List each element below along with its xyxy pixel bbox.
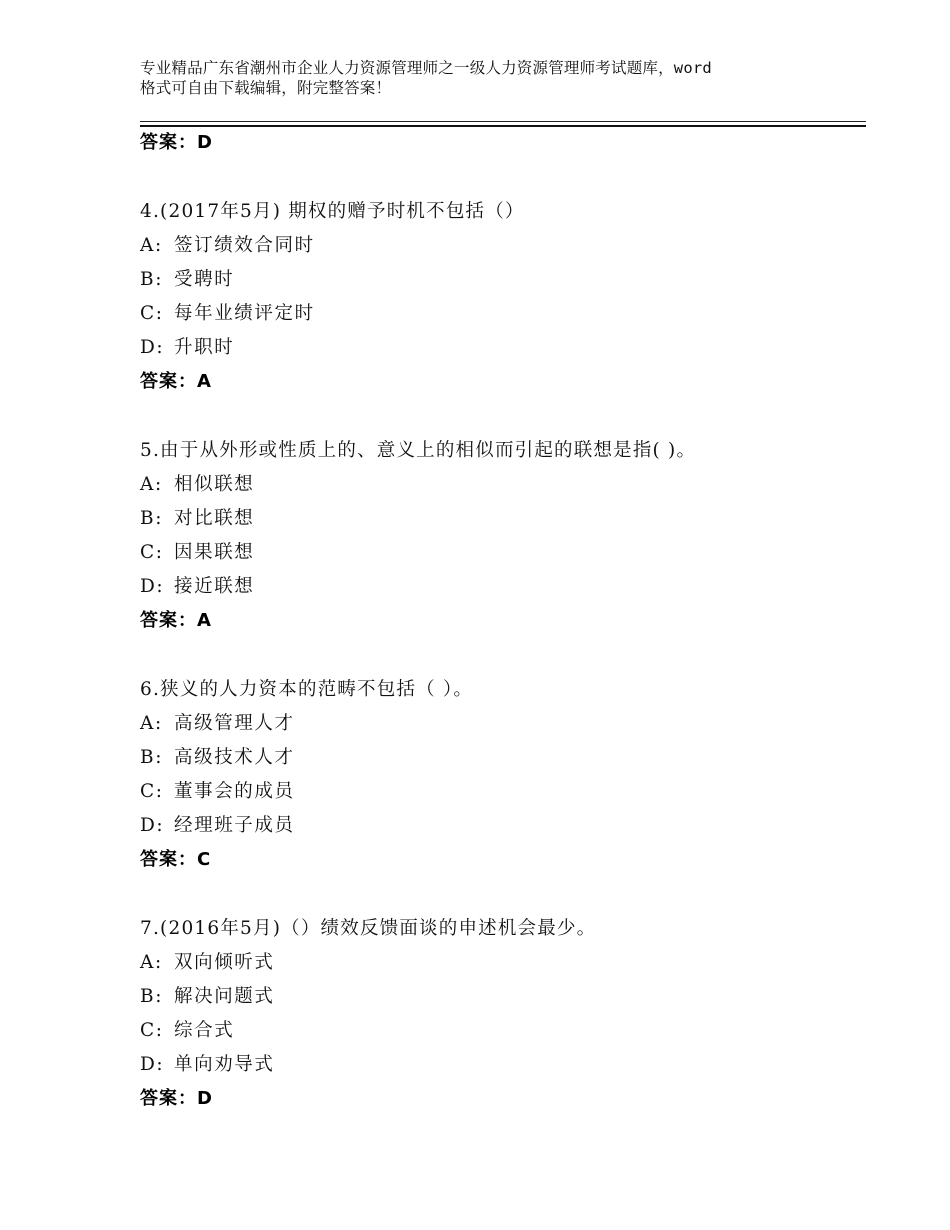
- option-key: A:: [140, 235, 163, 256]
- question-5-option-c: [140, 541, 254, 565]
- option-key: B:: [140, 747, 164, 768]
- question-4-title: 4.(2017年5月) 期权的赠予时机不包括（）: [140, 201, 525, 222]
- option-text: 因果联想: [174, 542, 255, 563]
- question-5-answer: 答案：A: [140, 610, 212, 631]
- option-text: 解决问题式: [174, 986, 275, 1007]
- option-text: 单向劝导式: [174, 1054, 275, 1075]
- option-key: A:: [140, 713, 163, 734]
- question-7-option-a: [140, 951, 275, 975]
- option-text: 升职时: [174, 337, 235, 358]
- answer-prev: 答案：D: [140, 132, 213, 153]
- question-4-option-d: [140, 336, 234, 360]
- option-key: D:: [140, 337, 165, 358]
- question-4-option-c: [140, 302, 315, 326]
- header-divider-thick: [140, 125, 866, 127]
- option-key: B:: [140, 986, 164, 1007]
- header-line-2: 格式可自由下载编辑，附完整答案！: [140, 79, 392, 97]
- question-4-answer: 答案：A: [140, 371, 212, 392]
- option-text: 高级技术人才: [174, 747, 295, 768]
- header-line-1: 专业精品广东省潮州市企业人力资源管理师之一级人力资源管理师考试题库，word: [140, 59, 712, 77]
- option-key: A:: [140, 952, 163, 973]
- option-key: B:: [140, 269, 164, 290]
- option-text: 接近联想: [174, 576, 255, 597]
- question-7-option-b: [140, 985, 275, 1009]
- question-6-option-a: [140, 712, 295, 736]
- option-key: A:: [140, 474, 163, 495]
- option-text: 高级管理人才: [174, 713, 295, 734]
- question-7-title: 7.(2016年5月)（）绩效反馈面谈的申述机会最少。: [140, 918, 597, 939]
- document-header: [140, 58, 830, 98]
- option-key: D:: [140, 815, 165, 836]
- question-4-option-a: [140, 234, 315, 258]
- question-7-answer: 答案：D: [140, 1088, 213, 1109]
- question-5-option-a: [140, 473, 254, 497]
- question-6-title: 6.狭义的人力资本的范畴不包括（ ）。: [140, 679, 474, 700]
- option-key: B:: [140, 508, 164, 529]
- question-7-option-d: [140, 1053, 275, 1077]
- option-key: D:: [140, 576, 165, 597]
- option-text: 每年业绩评定时: [174, 303, 315, 324]
- option-text: 受聘时: [174, 269, 235, 290]
- question-5-option-b: [140, 507, 254, 531]
- option-text: 签订绩效合同时: [174, 235, 315, 256]
- option-text: 双向倾听式: [174, 952, 275, 973]
- option-text: 综合式: [174, 1020, 235, 1041]
- option-text: 对比联想: [174, 508, 255, 529]
- option-text: 董事会的成员: [174, 781, 295, 802]
- question-7-option-c: [140, 1019, 234, 1043]
- question-5-title: 5.由于从外形或性质上的、意义上的相似而引起的联想是指( )。: [140, 440, 697, 461]
- question-6-option-b: [140, 746, 295, 770]
- option-key: C:: [140, 542, 164, 563]
- option-text: 经理班子成员: [174, 815, 295, 836]
- option-text: 相似联想: [174, 474, 255, 495]
- option-key: C:: [140, 303, 164, 324]
- question-5-option-d: [140, 575, 254, 599]
- option-key: C:: [140, 781, 164, 802]
- question-6-answer: 答案：C: [140, 849, 212, 870]
- question-4-option-b: [140, 268, 234, 292]
- header-divider-thin: [140, 121, 866, 122]
- question-6-option-c: [140, 780, 295, 804]
- option-key: C:: [140, 1020, 164, 1041]
- question-6-option-d: [140, 814, 295, 838]
- option-key: D:: [140, 1054, 165, 1075]
